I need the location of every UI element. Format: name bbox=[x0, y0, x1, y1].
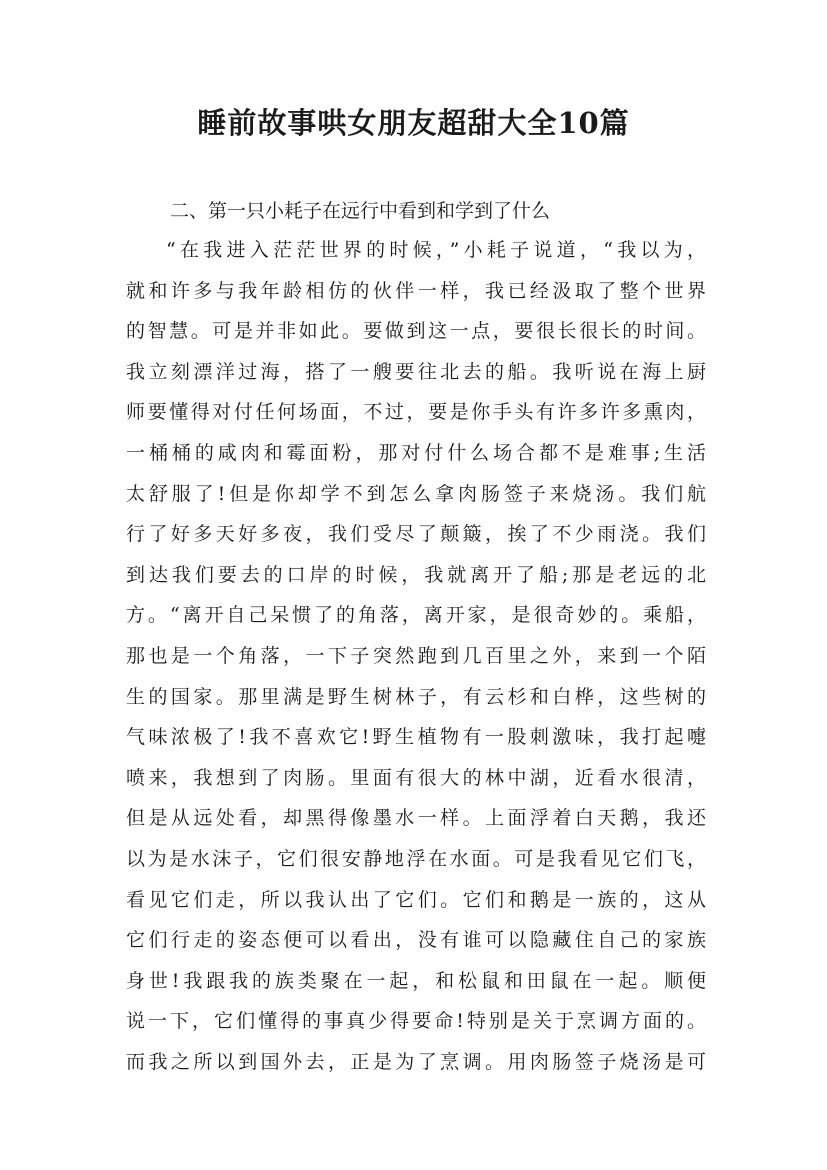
paragraph-line: 一桶桶的咸肉和霉面粉，那对付什么场合都不是难事;生活 bbox=[126, 441, 706, 464]
paragraph-line: 喷来，我想到了肉肠。里面有很大的林中湖，近看水很清， bbox=[126, 766, 706, 789]
paragraph-line: “在我进入茫茫世界的时候，”小耗子说道，“我以为， bbox=[166, 239, 706, 261]
paragraph-line: 的智慧。可是并非如此。要做到这一点，要很长很长的时间。 bbox=[126, 320, 706, 343]
paragraph-line: 气味浓极了!我不喜欢它!野生植物有一股刺激味，我打起嚏 bbox=[126, 726, 706, 749]
paragraph-line: 看见它们走，所以我认出了它们。它们和鹅是一族的，这从 bbox=[126, 888, 706, 911]
paragraph-line: 它们行走的姿态便可以看出，没有谁可以隐藏住自己的家族 bbox=[126, 929, 706, 952]
paragraph-line: 而我之所以到国外去，正是为了烹调。用肉肠签子烧汤是可 bbox=[126, 1050, 706, 1073]
section-heading: 二、第一只小耗子在远行中看到和学到了什么 bbox=[170, 200, 551, 222]
paragraph-line: 但是从远处看，却黑得像墨水一样。上面浮着白天鹅，我还 bbox=[126, 807, 706, 830]
paragraph-line: 师要懂得对付任何场面，不过，要是你手头有许多许多熏肉， bbox=[126, 401, 706, 424]
paragraph-line: 就和许多与我年龄相仿的伙伴一样，我已经汲取了整个世界 bbox=[126, 279, 706, 302]
paragraph-line: 那也是一个角落，一下子突然跑到几百里之外，来到一个陌 bbox=[126, 644, 706, 667]
paragraph-line: 太舒服了!但是你却学不到怎么拿肉肠签子来烧汤。我们航 bbox=[126, 482, 706, 505]
paragraph-line: 说一下，它们懂得的事真少得要命!特别是关于烹调方面的。 bbox=[126, 1010, 706, 1033]
paragraph-line: 行了好多天好多夜，我们受尽了颠簸，挨了不少雨浇。我们 bbox=[126, 523, 706, 546]
paragraph-line: 身世!我跟我的族类聚在一起，和松鼠和田鼠在一起。顺便 bbox=[126, 969, 706, 992]
story-paragraph bbox=[126, 230, 706, 1082]
paragraph-line: 我立刻漂洋过海，搭了一艘要往北去的船。我听说在海上厨 bbox=[126, 360, 706, 383]
paragraph-line: 到达我们要去的口岸的时候，我就离开了船;那是老远的北 bbox=[126, 563, 706, 586]
paragraph-line: 生的国家。那里满是野生树林子，有云杉和白桦，这些树的 bbox=[126, 685, 706, 708]
paragraph-line: 以为是水沫子，它们很安静地浮在水面。可是我看见它们飞， bbox=[126, 847, 706, 870]
paragraph-line: 方。“离开自己呆惯了的角落，离开家，是很奇妙的。乘船， bbox=[126, 604, 706, 627]
document-title: 睡前故事哄女朋友超甜大全10篇 bbox=[197, 106, 630, 140]
